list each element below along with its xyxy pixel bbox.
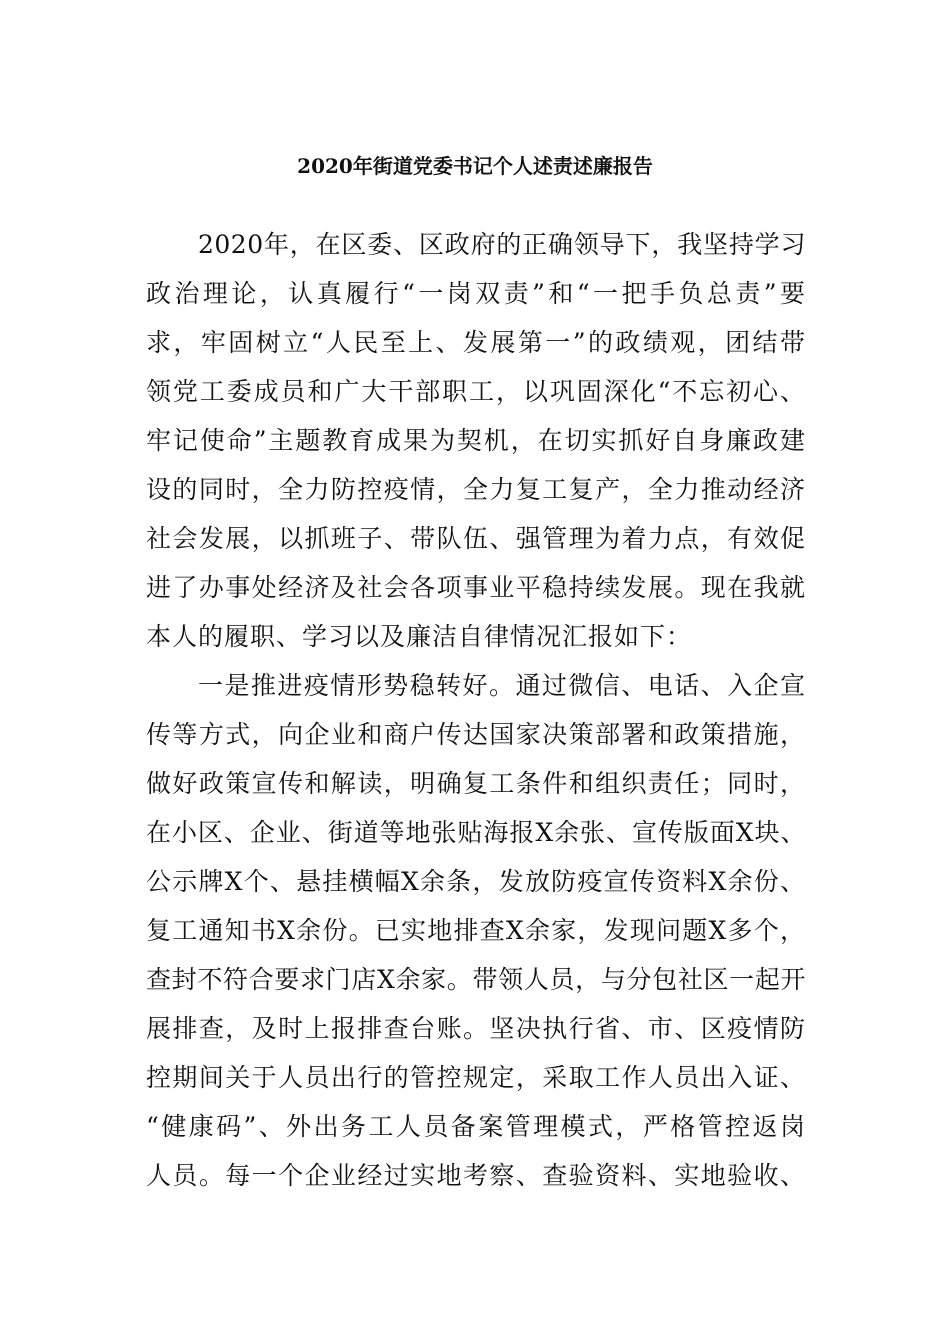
paragraph-2-line: 人员。每一个企业经过实地考察、查验资料、实地验收、 [146, 1161, 806, 1190]
paragraph-1-line: 本人的履职、学习以及廉洁自律情况汇报如下： [146, 622, 693, 651]
paragraph-1-line: 设的同时，全力防控疫情，全力复工复产，全力推动经济 [146, 475, 806, 504]
paragraph-1-line: 进了办事处经济及社会各项事业平稳持续发展。现在我就 [146, 573, 806, 602]
paragraph-1-line: 牢记使命”主题教育成果为契机，在切实抓好自身廉政建 [146, 426, 806, 455]
paragraph-1-line: 2020年，在区委、区政府的正确领导下，我坚持学习 [198, 230, 806, 259]
paragraph-2-line: 在小区、企业、街道等地张贴海报X余张、宣传版面X块、 [146, 818, 806, 847]
paragraph-2-line: 控期间关于人员出行的管控规定，采取工作人员出入证、 [146, 1063, 806, 1092]
paragraph-1-line: 求，牢固树立“人民至上、发展第一”的政绩观，团结带 [146, 328, 806, 357]
document-body [146, 220, 806, 1200]
paragraph-1-line: 政治理论，认真履行“一岗双责”和“一把手负总责”要 [146, 279, 806, 308]
paragraph-2-line: 传等方式，向企业和商户传达国家决策部署和政策措施， [146, 720, 806, 749]
paragraph-2-line: 展排查，及时上报排查台账。坚决执行省、市、区疫情防 [146, 1014, 806, 1043]
paragraph-1-line: 社会发展，以抓班子、带队伍、强管理为着力点，有效促 [146, 524, 806, 553]
paragraph-2-line: 一是推进疫情形势稳转好。通过微信、电话、入企宣 [198, 671, 806, 700]
paragraph-2-line: 公示牌X个、悬挂横幅X余条，发放防疫宣传资料X余份、 [146, 867, 806, 896]
paragraph-2-line: 做好政策宣传和解读，明确复工条件和组织责任；同时， [146, 769, 806, 798]
paragraph-2-line: 复工通知书X余份。已实地排查X余家，发现问题X多个， [146, 916, 806, 945]
paragraph-2-line: 查封不符合要求门店X余家。带领人员，与分包社区一起开 [146, 965, 806, 994]
paragraph-1-line: 领党工委成员和广大干部职工，以巩固深化“不忘初心、 [146, 377, 806, 406]
paragraph-2-line: “健康码”、外出务工人员备案管理模式，严格管控返岗 [146, 1112, 806, 1141]
document-title: 2020年街道党委书记个人述责述廉报告 [297, 154, 653, 178]
